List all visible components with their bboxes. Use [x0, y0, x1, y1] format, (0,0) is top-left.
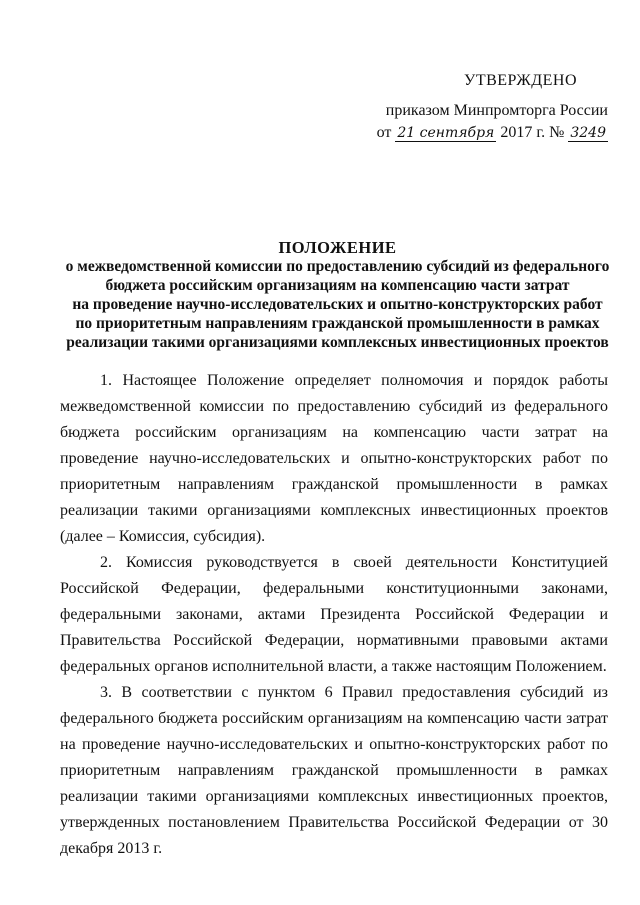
approval-stamp-block	[368, 70, 608, 144]
order-date-line	[368, 122, 608, 144]
title-line: бюджета российским организациям на компенсацию части затрат	[105, 277, 570, 294]
document-title	[40, 238, 635, 352]
title-line: реализации такими организациями комплексных инвестиционных проектов	[66, 334, 609, 351]
handwritten-date: 21 сентября	[397, 125, 495, 141]
document-body	[60, 368, 608, 862]
handwritten-number: 3249	[570, 125, 606, 141]
title-line: по приоритетным направлениям гражданской промышленности в рамках	[75, 315, 600, 332]
year-text: 2017 г. №	[500, 124, 565, 141]
paragraph-2: 2. Комиссия руководствуется в своей деятельности Конституцией Российской Федерации, федеральными конституционными законами, федеральными законами, актами Президента Российской Федерации и Правительства Российской Федерации, нормативными правовыми актами федеральных органов исполнительной власти, а также настоящим Положением.	[60, 554, 608, 675]
paragraph-3: 3. В соответствии с пунктом 6 Правил предоставления субсидий из федерального бюджета российским организациям на компенсацию части затрат на проведение научно-исследовательских и опытно-конструкторских работ по приоритетным направлениям гражданской промышленности в рамках реализации такими организациями комплексных инвестиционных проектов, утвержденных постановлением Правительства Российской Федерации от 30 декабря 2013 г.	[60, 684, 608, 857]
title-line: о межведомственной комиссии по предоставлению субсидий из федерального	[65, 258, 610, 275]
title-main: ПОЛОЖЕНИЕ	[278, 238, 397, 257]
paragraph-1: 1. Настоящее Положение определяет полномочия и порядок работы межведомственной комиссии по предоставлению субсидий из федерального бюджета российским организациям на компенсацию части затрат на проведение научно-исследовательских и опытно-конструкторских работ по приоритетным направлениям гражданской промышленности в рамках реализации такими организациями комплексных инвестиционных проектов (далее – Комиссия, субсидия).	[60, 372, 608, 545]
title-line: на проведение научно-исследовательских и опытно-конструкторских работ	[72, 296, 603, 313]
order-line: приказом Минпромторга России	[385, 102, 608, 119]
date-prefix: от	[376, 124, 392, 141]
approved-heading: УТВЕРЖДЕНО	[464, 72, 578, 89]
